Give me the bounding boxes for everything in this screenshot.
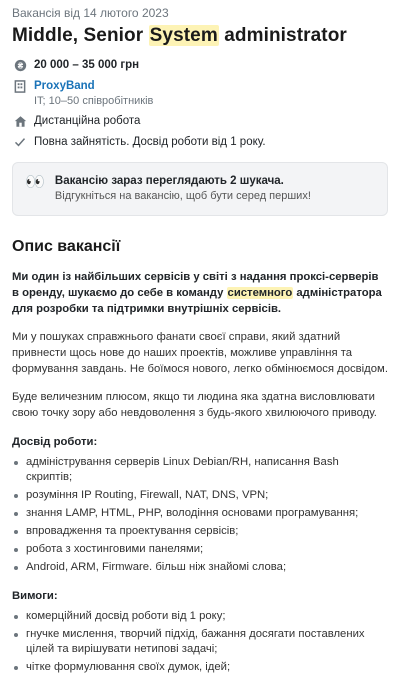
company-link[interactable]: ProxyBand — [34, 80, 95, 92]
company-row — [12, 78, 388, 108]
eyes-icon: 👀 — [25, 174, 45, 191]
employment-label: Повна зайнятість. Досвід роботи від 1 року. — [34, 136, 266, 148]
list-item: знання LAMP, HTML, PHP, володіння основами програмування; — [12, 506, 388, 521]
list-item: Android, ARM, Firmware. більш ніж знайомі слова; — [12, 560, 388, 575]
title-part: administrator — [218, 25, 347, 46]
intro-highlight: системного — [227, 287, 293, 299]
employment-row — [12, 134, 388, 150]
vacancy-title — [12, 24, 388, 48]
list-item: адміністрування серверів Linux Debian/RH, написання Bash скриптів; — [12, 455, 388, 485]
intro-part: Ми один із найбільших сервісів у світі з надання проксі-серверів в оренду, шукаємо до себе в команду — [12, 271, 379, 299]
building-icon — [12, 78, 28, 94]
requirements-list — [12, 609, 388, 675]
vacancy-page — [0, 6, 400, 675]
description-paragraph-2: Буде величезним плюсом, якщо ти людина яка здатна висловлювати свою точку зору або невдоволення з будь-якого хвилюючого приводу. — [12, 391, 377, 419]
salary-value: 20 000 – 35 000 грн — [34, 59, 140, 71]
intro-part: адміністратора для розробки та підтримки внутрішніх сервісів. — [12, 287, 382, 315]
experience-list — [12, 455, 388, 575]
description-title: Опис вакансії — [12, 238, 121, 255]
list-item: розуміння IP Routing, Firewall, NAT, DNS, VPN; — [12, 488, 388, 503]
list-item: впровадження та проектування сервісів; — [12, 524, 388, 539]
viewers-alert — [12, 162, 388, 216]
svg-text:₴: ₴ — [17, 60, 23, 70]
salary-row — [12, 57, 388, 73]
list-item: чітке формулювання своїх думок, ідей; — [12, 660, 388, 675]
title-part: Middle, Senior — [12, 25, 149, 46]
title-highlight: System — [149, 25, 218, 46]
remote-label: Дистанційна робота — [34, 115, 141, 127]
vacancy-info — [12, 57, 388, 150]
remote-row — [12, 113, 388, 129]
alert-title: Вакансію зараз переглядають 2 шукача. — [54, 175, 284, 187]
experience-title: Досвід роботи: — [12, 436, 98, 448]
list-item: робота з хостинговими панелями; — [12, 542, 388, 557]
alert-subtitle: Відгукніться на вакансію, щоб бути серед перших! — [54, 190, 311, 202]
vacancy-date: Вакансія від 14 лютого 2023 — [12, 6, 169, 20]
description-paragraph-1: Ми у пошуках справжнього фанати своєї справи, який здатний привнести щось нове до наших проектів, можливе управління та формування завдань. Не боїмося нового, легко обмінюємося досвідом. — [12, 331, 388, 375]
list-item: гнучке мислення, творчий підхід, бажання досягати поставлених цілей та вирішувати нетипові задачі; — [12, 627, 388, 657]
check-icon — [12, 134, 28, 150]
home-icon — [12, 113, 28, 129]
money-icon — [12, 57, 28, 73]
list-item: комерційний досвід роботи від 1 року; — [12, 609, 388, 624]
description-intro — [12, 269, 388, 317]
company-meta: IT; 10–50 співробітників — [34, 95, 154, 107]
requirements-title: Вимоги: — [12, 590, 58, 602]
